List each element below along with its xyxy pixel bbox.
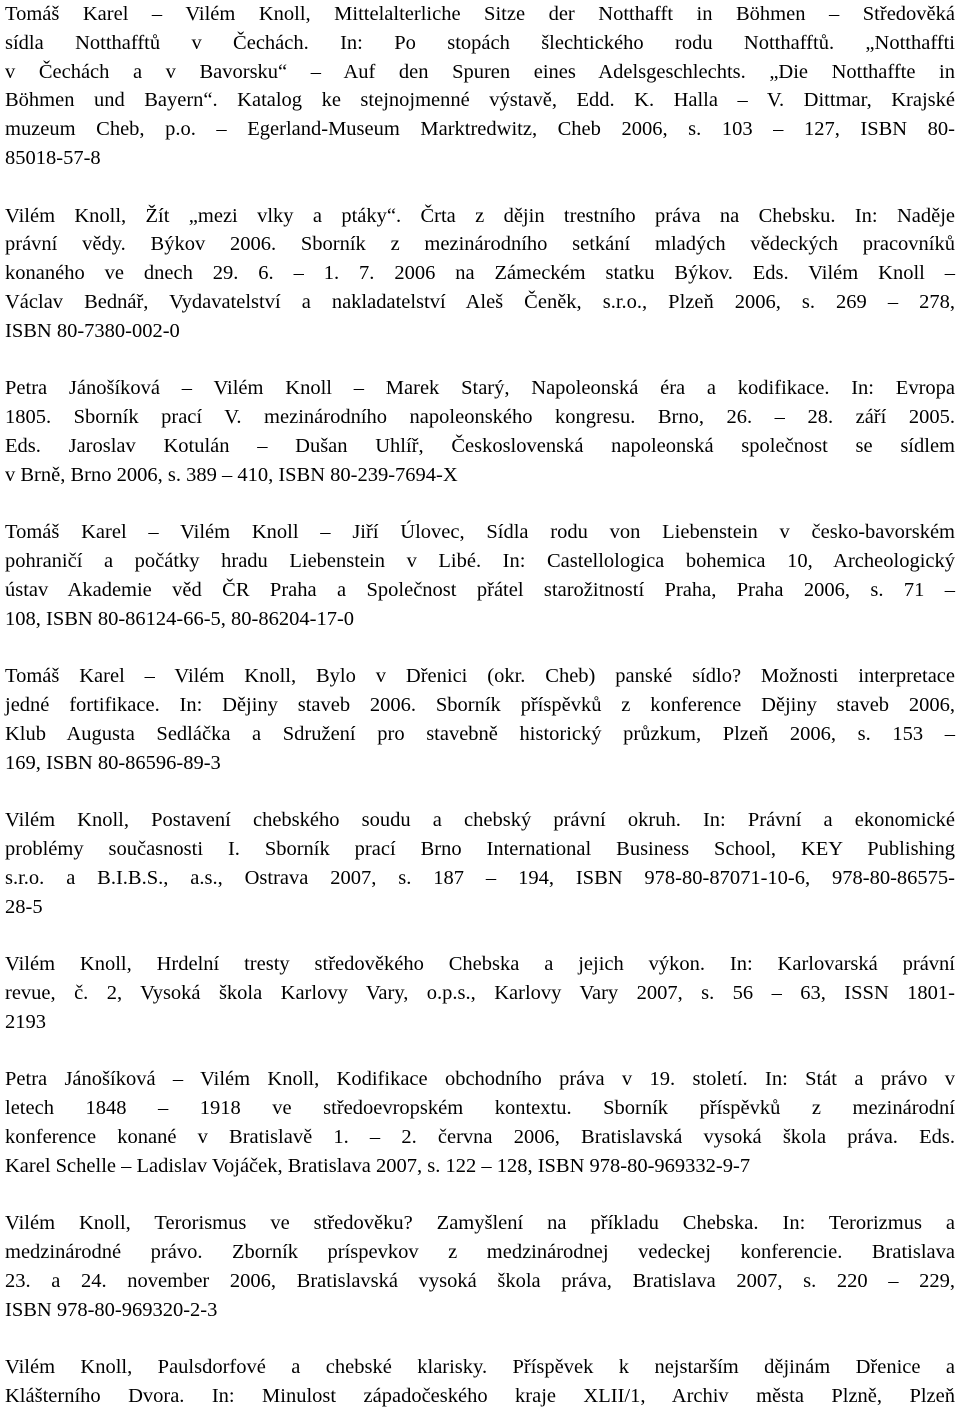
- entry-line: Vilém Knoll, Žít „mezi vlky a ptáky“. Črta z dějin trestního práva na Chebsku. In: Naděje: [5, 204, 955, 227]
- bibliography-entry: [5, 1353, 955, 1411]
- entry-line: 2193: [5, 1010, 46, 1033]
- entry-line: Petra Jánošíková – Vilém Knoll, Kodifikace obchodního práva v 19. století. In: Stát a právo v: [5, 1068, 955, 1091]
- entry-line: pohraničí a počátky hradu Liebenstein v Libé. In: Castellologica bohemica 10, Archeologický: [5, 550, 955, 573]
- entry-line: letech 1848 – 1918 ve středoevropském kontextu. Sborník příspěvků z mezinárodní: [5, 1097, 955, 1120]
- entry-line: konaného ve dnech 29. 6. – 1. 7. 2006 na Zámeckém statku Býkov. Eds. Vilém Knoll –: [5, 262, 955, 285]
- entry-separator: [5, 346, 955, 375]
- entry-line: Klub Augusta Sedláčka a Sdružení pro stavebně historický průzkum, Plzeň 2006, s. 153 –: [5, 722, 955, 745]
- entry-line: 23. a 24. november 2006, Bratislavská vysoká škola práva, Bratislava 2007, s. 220 – 229,: [5, 1270, 955, 1293]
- entry-line: 1805. Sborník prací V. mezinárodního napoleonského kongresu. Brno, 26. – 28. září 2005.: [5, 406, 955, 429]
- entry-separator: [5, 778, 955, 807]
- entry-line: Vilém Knoll, Terorismus ve středověku? Zamyšlení na příkladu Chebska. In: Terorizmus a: [5, 1212, 955, 1235]
- entry-separator: [5, 1325, 955, 1354]
- entry-separator: [5, 173, 955, 202]
- entry-line: Böhmen und Bayern“. Katalog ke stejnojmenné výstavě, Edd. K. Halla – V. Dittmar, Krajské: [5, 89, 955, 112]
- entry-separator: [5, 1037, 955, 1066]
- entry-line: 28-5: [5, 895, 43, 918]
- entry-line: Vilém Knoll, Paulsdorfové a chebské klarisky. Příspěvek k nejstarším dějinám Dřenice a: [5, 1356, 955, 1379]
- entry-line: ISBN 80-7380-002-0: [5, 319, 180, 342]
- bibliography-entry: [5, 1065, 955, 1180]
- document-page: [5, 0, 955, 1411]
- entry-line: Tomáš Karel – Vilém Knoll, Bylo v Dřenici (okr. Cheb) panské sídlo? Možnosti interpretace: [5, 665, 955, 688]
- entry-line: 85018-57-8: [5, 146, 101, 169]
- bibliography-entry: [5, 518, 955, 633]
- entry-separator: [5, 922, 955, 951]
- entry-line: 169, ISBN 80-86596-89-3: [5, 751, 221, 774]
- entry-line: sídla Notthafftů v Čechách. In: Po stopách šlechtického rodu Notthafftů. „Notthaffti: [5, 31, 955, 54]
- entry-line: v Brně, Brno 2006, s. 389 – 410, ISBN 80-239-7694-X: [5, 463, 458, 486]
- bibliography-entry: [5, 950, 955, 1036]
- entry-line: jedné fortifikace. In: Dějiny staveb 2006. Sborník příspěvků z konference Dějiny staveb 2006,: [5, 694, 955, 717]
- bibliography-entry: [5, 662, 955, 777]
- entry-line: Vilém Knoll, Postavení chebského soudu a chebský právní okruh. In: Právní a ekonomické: [5, 809, 955, 832]
- entry-line: právní vědy. Býkov 2006. Sborník z mezinárodního setkání mladých vědeckých pracovníků: [5, 233, 955, 256]
- entry-line: Eds. Jaroslav Kotulán – Dušan Uhlíř, Československá napoleonská společnost se sídlem: [5, 434, 955, 457]
- entry-line: revue, č. 2, Vysoká škola Karlovy Vary, o.p.s., Karlovy Vary 2007, s. 56 – 63, ISSN 1801-: [5, 982, 955, 1005]
- entry-line: 108, ISBN 80-86124-66-5, 80-86204-17-0: [5, 607, 355, 630]
- bibliography-entry: [5, 806, 955, 921]
- entry-line: Karel Schelle – Ladislav Vojáček, Bratislava 2007, s. 122 – 128, ISBN 978-80-969332-9-7: [5, 1154, 751, 1177]
- entry-separator: [5, 1181, 955, 1210]
- entry-separator: [5, 634, 955, 663]
- entry-line: Tomáš Karel – Vilém Knoll, Mittelalterliche Sitze der Notthafft in Böhmen – Středověká: [5, 3, 955, 25]
- entry-line: muzeum Cheb, p.o. – Egerland-Museum Marktredwitz, Cheb 2006, s. 103 – 127, ISBN 80-: [5, 118, 955, 141]
- bibliography-entry: [5, 202, 955, 346]
- entry-line: Klášterního Dvora. In: Minulost západočeského kraje XLII/1, Archiv města Plzně, Plzeň: [5, 1385, 955, 1408]
- bibliography-entry: [5, 374, 955, 489]
- entry-line: Tomáš Karel – Vilém Knoll – Jiří Úlovec, Sídla rodu von Liebenstein v česko-bavorském: [5, 521, 955, 544]
- entry-separator: [5, 490, 955, 519]
- entry-line: Vilém Knoll, Hrdelní tresty středověkého Chebska a jejich výkon. In: Karlovarská právní: [5, 953, 955, 976]
- entry-line: ústav Akademie věd ČR Praha a Společnost přátel starožitností Praha, Praha 2006, s. 71 –: [5, 578, 955, 601]
- entry-line: s.r.o. a B.I.B.S., a.s., Ostrava 2007, s. 187 – 194, ISBN 978-80-87071-10-6, 978-80-86575-: [5, 866, 955, 889]
- entry-line: Petra Jánošíková – Vilém Knoll – Marek Starý, Napoleonská éra a kodifikace. In: Evropa: [5, 377, 955, 400]
- entry-line: v Čechách a v Bavorsku“ – Auf den Spuren eines Adelsgeschlechts. „Die Notthaffte in: [5, 60, 955, 83]
- entry-line: medzinárodné právo. Zborník príspevkov z medzinárodnej vedeckej konferencie. Bratislava: [5, 1241, 955, 1264]
- entry-line: Václav Bednář, Vydavatelství a nakladatelství Aleš Čeněk, s.r.o., Plzeň 2006, s. 269 – 278,: [5, 290, 955, 313]
- entry-line: konference konané v Bratislavě 1. – 2. června 2006, Bratislavská vysoká škola práva. Eds.: [5, 1126, 955, 1149]
- bibliography-entry: [5, 0, 955, 173]
- entry-line: ISBN 978-80-969320-2-3: [5, 1298, 218, 1321]
- bibliography-entry: [5, 1209, 955, 1324]
- entry-line: problémy současnosti I. Sborník prací Brno International Business School, KEY Publishing: [5, 838, 955, 861]
